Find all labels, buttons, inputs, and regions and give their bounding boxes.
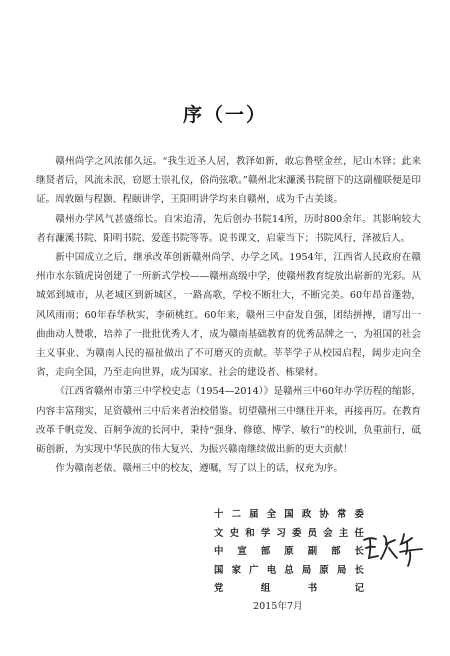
author-title-char: 总: [284, 564, 294, 576]
paragraph: 作为赣南老俵、赣州三中的校友，遵嘱，写了以上的话，权充为序。: [55, 463, 343, 475]
author-title-char: 常: [336, 509, 347, 520]
author-title-char: 中: [214, 546, 224, 557]
author-titles: [214, 506, 364, 599]
author-title-char: 二: [231, 509, 241, 520]
author-title-char: 国: [214, 564, 224, 576]
author-title-char: 史: [229, 527, 239, 539]
author-title-char: 长: [354, 564, 364, 576]
author-title-char: 委: [354, 509, 364, 520]
author-title-char: 委: [292, 527, 302, 539]
preface-body: [36, 152, 421, 478]
author-title-char: 全: [266, 509, 277, 520]
author-title-char: 届: [249, 509, 259, 520]
author-title-line: [214, 543, 364, 562]
author-title-char: 组: [260, 583, 271, 594]
author-title-char: 政: [301, 509, 312, 520]
author-title-char: 协: [319, 509, 329, 520]
author-title-line: [214, 580, 364, 599]
author-title-line: [214, 506, 364, 525]
author-title-char: 局: [301, 564, 312, 576]
author-title-line: [214, 525, 364, 544]
author-title-char: 书: [307, 583, 318, 594]
author-title-char: 原: [319, 564, 329, 576]
paragraph: 《江西省赣州市第三中学校史志（1954—2014）》是赣州三中60年办学历程的缩影，内容丰富翔实，足资赣州三中后来者治校借鉴。切望赣州三中继往开来，再接再厉。在教育改革千帆竞发、百舸争流的长河中，秉持“强身、修德、博学、敏行”的校训，负重前行，砥砺创新，为实现中华民族的伟大复兴、为振兴赣南继续做出新的更大贡献！: [36, 386, 421, 456]
author-title-char: 部: [260, 546, 271, 557]
author-title-char: 十: [214, 509, 224, 520]
page-title: 序（一）: [182, 104, 267, 126]
author-title-char: 文: [214, 527, 224, 539]
author-title-char: 广: [249, 564, 259, 576]
author-title-char: 电: [266, 564, 277, 576]
author-title-char: 局: [336, 564, 347, 576]
author-title-char: 国: [284, 509, 294, 520]
handwritten-signature: [360, 528, 428, 568]
paragraph: 新中国成立之后，继承改革创新赣州尚学、办学之风。1954年，江西省人民政府在赣州市水东镇虎岗创建了一所新式学校——赣州高级中学，使赣州教育绽放出崭新的光彩。从城郊到城市，从老城区到新城区，一路高歌，学校不断壮大，不断完美。60年昂首蓬勃，风风雨雨；60年春华秋实，李硕桃红。60年来，赣州三中奋发自强，团结拼搏，谱写出一曲曲动人赞歌，培养了一批批优秀人才，成为赣南基础教育的优秀品牌之一，为祖国的社会主义事业、为赣南人民的福祉做出了不可磨灭的贡献。莘莘学子从校园启程，阔步走向全省，走向全国，乃至走向世界，成为国家、社会的建设者、栋梁材。: [36, 252, 421, 379]
author-title-char: 部: [331, 546, 341, 557]
paragraph: 赣州办学风气甚盛绵长。自宋迨清，先后创办书院14所，历时800余年。其影响较大者有濂溪书院、阳明书院、爱莲书院等等。说书课文，启蒙当下；书院风行，泽被后人。: [36, 213, 421, 244]
author-title-char: 记: [354, 583, 364, 594]
author-title-char: 习: [276, 527, 286, 539]
author-title-char: 副: [307, 546, 318, 557]
author-title-line: [214, 562, 364, 581]
author-title-char: 家: [231, 564, 241, 576]
paragraph: 赣州尚学之风浓郁久远。“我生近圣人居，教泽如新，敢忘鲁壁金丝，尼山木铎；此来继贤者后，风流未泯，窃愿士崇礼仪，俗尚弦歌。”赣州北宋濂溪书院留下的这副楹联便是印证。周敦颐与程颢、程颐讲学，王阳明讲学均来自赣州，成为千古美谈。: [36, 156, 421, 206]
author-title-char: 会: [323, 527, 333, 539]
author-title-char: 学: [260, 527, 271, 539]
author-title-char: 员: [307, 527, 318, 539]
date: 2015年7月: [253, 601, 303, 612]
author-title-char: 长: [354, 546, 364, 557]
author-title-char: 宣: [237, 546, 247, 557]
author-title-char: 党: [214, 583, 224, 594]
author-title-char: 任: [354, 527, 364, 539]
author-title-char: 主: [338, 527, 349, 539]
author-title-char: 和: [245, 527, 255, 539]
author-title-char: 原: [284, 546, 294, 557]
